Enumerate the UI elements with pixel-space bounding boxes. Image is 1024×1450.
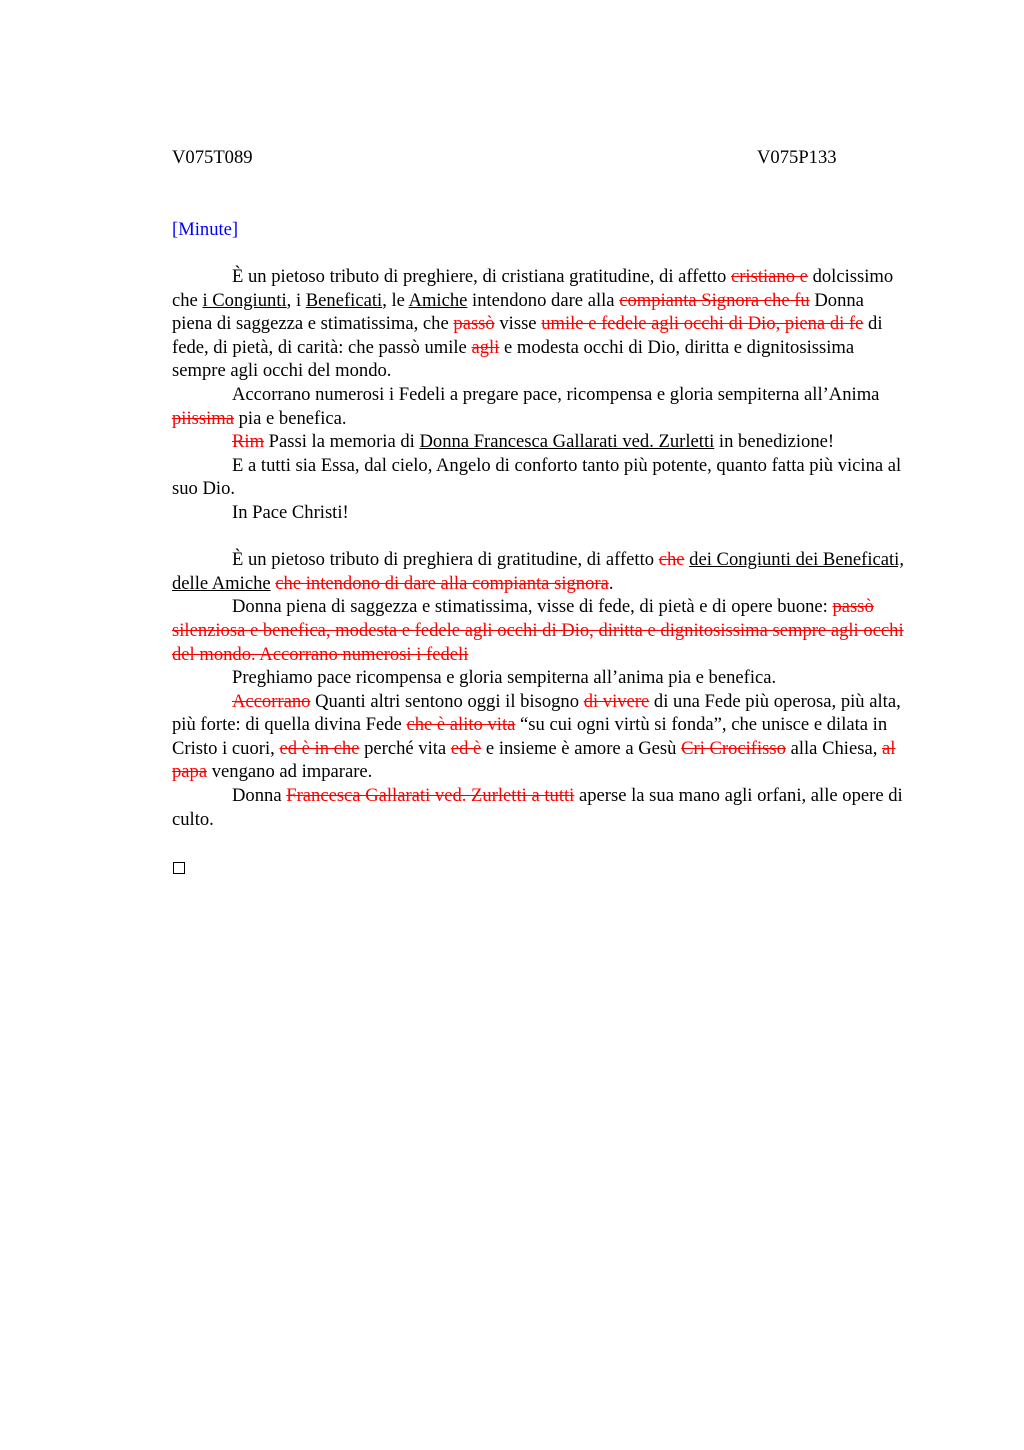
deleted-text: Rim <box>232 431 265 453</box>
deleted-text: umile e fedele agli occhi di Dio, piena di fe <box>541 313 864 335</box>
text-segment: Donna piena di saggezza e stimatissima, visse di fede, di pietà e di opere buone: <box>232 596 833 618</box>
text-segment: di fede, di pietà, di carità: che passò umile <box>172 313 883 358</box>
text-segment: “su cui ogni virtù si fonda”, che unisce e dilata in Cristo i cuori, <box>172 714 888 759</box>
text-segment: e insieme è amore a Gesù <box>481 737 682 759</box>
text-segment: Donna piena di saggezza e stimatissima, che <box>172 289 864 335</box>
underlined-text: i Congiunti <box>202 289 287 311</box>
deleted-text: al papa <box>172 737 896 783</box>
text-segment: alla Chiesa, <box>785 737 882 759</box>
text-segment: È un pietoso tributo di preghiere, di cristiana gratitudine, di affetto <box>232 266 731 287</box>
underlined-text: Amiche <box>408 289 468 311</box>
text-segment: aperse la sua mano agli orfani, alle opere di culto. <box>172 785 903 830</box>
text-segment: Passi la memoria di <box>264 431 420 453</box>
square-box-icon <box>173 862 185 874</box>
text-segment: Accorrano numerosi i Fedeli a pregare pace, ricompensa e gloria sempiterna all’Anima <box>232 383 880 405</box>
deleted-text: di vivere <box>583 690 650 712</box>
text-segment: perché vita <box>359 737 451 759</box>
deleted-text: ed è in che <box>279 737 360 759</box>
text-segment: Quanti altri sentono oggi il bisogno <box>310 690 584 712</box>
text-segment: dolcissimo che <box>172 266 894 311</box>
deleted-text: che <box>658 549 685 571</box>
underlined-text: dei Congiunti dei Beneficati, delle Amiche <box>172 549 904 594</box>
paragraph <box>172 690 907 784</box>
deleted-text: agli <box>471 336 500 358</box>
text-segment: Preghiamo pace ricompensa e gloria sempiterna all’anima pia e benefica. <box>232 667 777 689</box>
deleted-text: che è alito vita <box>406 714 516 736</box>
underlined-text: Donna Francesca Gallarati ved. Zurletti <box>419 431 715 453</box>
paragraph <box>172 430 907 454</box>
text-segment: pia e benefica. <box>233 407 347 429</box>
paragraph <box>172 666 907 690</box>
section-label-minute: [Minute] <box>172 219 239 240</box>
paragraph <box>172 265 907 383</box>
deleted-text: ed è <box>450 737 482 759</box>
text-segment: Donna <box>232 785 287 807</box>
deleted-text: Accorrano <box>232 690 311 712</box>
text-segment: intendono dare alla <box>467 289 620 311</box>
text-segment: In Pace Christi! <box>232 501 349 523</box>
document-code-right: V075P133 <box>757 147 837 168</box>
text-segment: visse <box>494 313 542 335</box>
paragraph <box>172 595 907 666</box>
deleted-text: Cri Crocifisso <box>681 737 786 759</box>
document-code-left: V075T089 <box>172 147 253 168</box>
document-body <box>172 265 907 831</box>
text-segment: . <box>608 572 614 594</box>
underlined-text: Beneficati <box>305 289 383 311</box>
text-segment: È un pietoso tributo di preghiera di gratitudine, di affetto <box>232 549 659 571</box>
paragraph-gap <box>172 525 907 549</box>
paragraph <box>172 784 907 831</box>
text-segment: vengano ad imparare. <box>207 761 373 783</box>
deleted-text: cristiano e <box>730 266 808 287</box>
paragraph <box>172 548 907 595</box>
paragraph <box>172 501 907 525</box>
deleted-text: passò <box>453 313 495 335</box>
text-segment: , le <box>382 289 409 311</box>
deleted-text: Francesca Gallarati ved. Zurletti a tutti <box>286 785 575 807</box>
text-segment: di una Fede più operosa, più alta, più forte: di quella divina Fede <box>172 690 901 736</box>
deleted-text: piissima <box>172 407 234 429</box>
paragraph <box>172 383 907 430</box>
deleted-text: compianta Signora che fu <box>619 289 810 311</box>
paragraph <box>172 454 907 501</box>
deleted-text: che intendono di dare alla compianta signora <box>275 572 609 594</box>
text-segment: E a tutti sia Essa, dal cielo, Angelo di conforto tanto più potente, quanto fatta più vicina al suo Dio. <box>172 454 902 500</box>
deleted-text: passò silenziosa e benefica, modesta e fedele agli occhi di Dio, diritta e dignitosissima sempre agli occhi del mondo. Accorrano numerosi i fedeli <box>172 596 904 665</box>
text-segment: , i <box>286 289 306 311</box>
text-segment: e modesta occhi di Dio, diritta e dignitosissima sempre agli occhi del mondo. <box>172 336 855 382</box>
text-segment: in benedizione! <box>714 431 835 453</box>
